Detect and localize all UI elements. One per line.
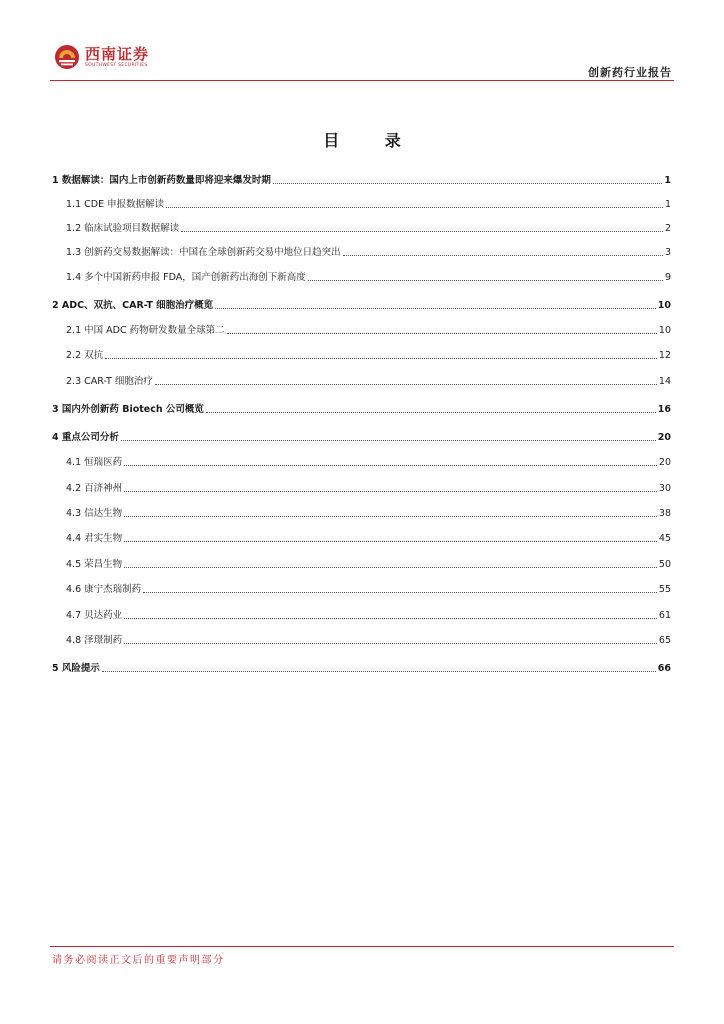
toc-leader-dots [105,358,657,359]
toc-entry-page: 3 [664,247,671,258]
toc-leader-dots [124,516,657,517]
toc-entry[interactable] [0,661,724,675]
toc-entry[interactable] [0,173,724,187]
toc-entry-title: 2.1 中国 ADC 药物研发数量全球第二 [66,325,225,336]
toc-leader-dots [124,643,657,644]
toc-entry-page: 10 [657,300,671,311]
toc-leader-dots [121,440,656,441]
toc-entry-page: 9 [664,272,671,283]
logo-chinese-name: 西南证券 [85,44,150,63]
toc-entry-page: 20 [658,457,671,468]
toc-leader-dots [124,465,657,466]
toc-entry[interactable] [0,557,724,571]
footer-disclaimer: 请务必阅读正文后的重要声明部分 [52,955,225,966]
toc-leader-dots [206,412,656,413]
toc-entry[interactable] [0,402,724,416]
toc-entry[interactable] [0,608,724,622]
toc-entry-page: 61 [658,610,671,621]
toc-entry-title: 1.2 临床试验项目数据解读 [66,223,180,234]
toc-leader-dots [181,231,663,232]
toc-entry[interactable] [0,531,724,545]
toc-entry-page: 12 [658,350,671,361]
toc-entry-page: 50 [658,559,671,570]
toc-entry[interactable] [0,270,724,284]
toc-entry-title: 4.3 信达生物 [66,508,123,519]
company-logo [54,44,149,70]
toc-entry-title: 2 ADC、双抗、CAR-T 细胞治疗概览 [52,300,214,311]
toc-entry-title: 3 国内外创新药 Biotech 公司概览 [52,404,204,415]
toc-entry[interactable] [0,582,724,596]
toc-entry-page: 16 [657,404,671,415]
report-type-title: 创新药行业报告 [588,66,672,79]
logo-english-name: SOUTHWEST SECURITIES [85,62,148,68]
toc-entry-title: 4 重点公司分析 [52,432,119,443]
toc-leader-dots [124,618,657,619]
toc-entry-title: 5 风险提示 [52,663,100,674]
toc-entry-page: 10 [658,325,671,336]
toc-entry[interactable] [0,221,724,235]
header-divider [50,80,674,81]
toc-entry[interactable] [0,506,724,520]
toc-entry-page: 55 [658,584,671,595]
toc-entry-title: 1 数据解读：国内上市创新药数量即将迎来爆发时期 [52,175,271,186]
toc-entry[interactable] [0,374,724,388]
toc-leader-dots [124,541,657,542]
toc-entry-title: 4.1 恒瑞医药 [66,457,123,468]
toc-leader-dots [343,255,663,256]
toc-leader-dots [166,207,663,208]
toc-entry[interactable] [0,197,724,211]
toc-entry-title: 2.3 CAR-T 细胞治疗 [66,376,153,387]
toc-heading: 目 录 [323,131,421,150]
toc-entry-page: 66 [657,663,671,674]
toc-entry-page: 2 [664,223,671,234]
toc-entry-title: 4.2 百济神州 [66,483,123,494]
toc-entry-page: 45 [658,533,671,544]
toc-entry[interactable] [0,298,724,312]
toc-entry[interactable] [0,323,724,337]
toc-entry-title: 4.4 君实生物 [66,533,123,544]
toc-leader-dots [102,671,656,672]
toc-entry-title: 2.2 双抗 [66,350,104,361]
toc-entry-page: 30 [658,483,671,494]
toc-leader-dots [143,592,657,593]
toc-entry[interactable] [0,633,724,647]
toc-entry-page: 65 [658,635,671,646]
toc-leader-dots [227,333,657,334]
toc-entry-title: 4.5 荣昌生物 [66,559,123,570]
toc-leader-dots [124,567,657,568]
toc-entry-page: 20 [657,432,671,443]
toc-entry[interactable] [0,455,724,469]
toc-entry-page: 1 [664,175,671,186]
toc-leader-dots [155,384,657,385]
toc-entry-title: 4.7 贝达药业 [66,610,123,621]
toc-entry-title: 4.8 泽璟制药 [66,635,123,646]
southwest-securities-logo-icon [54,44,80,70]
toc-entry-title: 1.3 创新药交易数据解读：中国在全球创新药交易中地位日趋突出 [66,247,341,258]
toc-entry[interactable] [0,481,724,495]
toc-entry-page: 38 [658,508,671,519]
toc-entry-title: 1.1 CDE 申报数据解读 [66,199,165,210]
toc-entry-title: 1.4 多个中国新药申报 FDA，国产创新药出海创下新高度 [66,272,306,283]
toc-leader-dots [124,491,657,492]
toc-entry-page: 1 [664,199,671,210]
toc-leader-dots [273,183,662,184]
toc-leader-dots [308,280,663,281]
toc-entry[interactable] [0,245,724,259]
toc-entry[interactable] [0,348,724,362]
page-header [0,0,724,82]
toc-entry[interactable] [0,430,724,444]
toc-leader-dots [215,308,656,309]
footer-divider [50,946,674,947]
toc-entry-page: 14 [658,376,671,387]
toc-entry-title: 4.6 康宁杰瑞制药 [66,584,142,595]
